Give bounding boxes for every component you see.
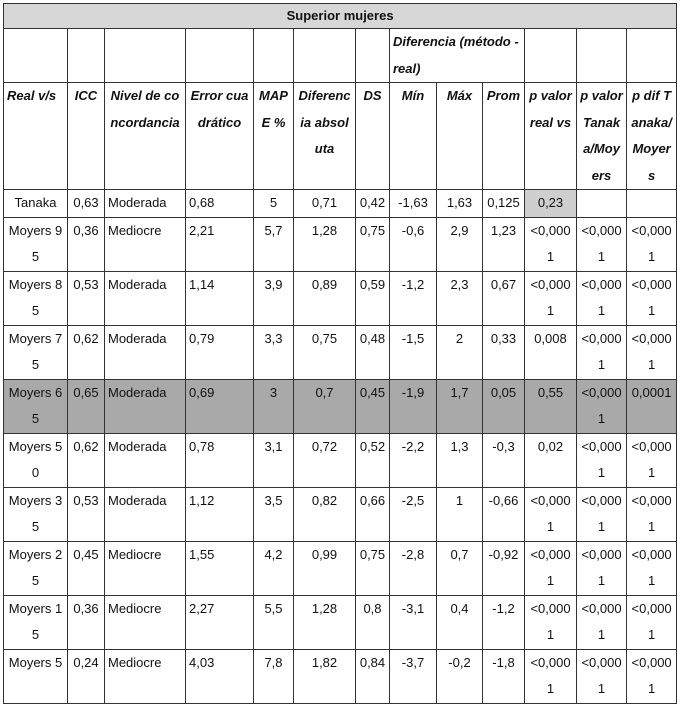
table-cell: 0,7: [437, 541, 483, 595]
column-header: DS: [356, 83, 390, 190]
table-cell: <0,0001: [627, 595, 677, 649]
column-header: Real v/s: [4, 83, 68, 190]
table-row: [4, 433, 677, 487]
column-header-row: [4, 83, 677, 190]
header-spacer: [4, 29, 68, 83]
table-cell: 0,89: [294, 271, 356, 325]
table-title: Superior mujeres: [4, 4, 677, 29]
table-cell: 4,2: [254, 541, 294, 595]
table-cell: Moyers 35: [4, 487, 68, 541]
table-cell: 1,82: [294, 649, 356, 703]
table-cell: 1,63: [437, 190, 483, 218]
table-cell: -1,9: [390, 379, 437, 433]
table-cell: <0,0001: [627, 217, 677, 271]
table-row: [4, 271, 677, 325]
column-header: p dif Tanaka/Moyers: [627, 83, 677, 190]
table-cell: 2,9: [437, 217, 483, 271]
table-cell: Moyers 75: [4, 325, 68, 379]
table-cell: -0,2: [437, 649, 483, 703]
table-cell: -0,6: [390, 217, 437, 271]
table-cell: <0,0001: [577, 325, 627, 379]
column-header: p valor real vs: [525, 83, 577, 190]
table-cell: 1,12: [186, 487, 254, 541]
header-spacer: [577, 29, 627, 83]
table-cell: 5,5: [254, 595, 294, 649]
table-cell: 0,67: [483, 271, 525, 325]
column-header: Diferencia absoluta: [294, 83, 356, 190]
table-row: [4, 325, 677, 379]
table-cell: 0,33: [483, 325, 525, 379]
table-cell: Moyers 65: [4, 379, 68, 433]
table-cell: 0,66: [356, 487, 390, 541]
table-cell: 0,008: [525, 325, 577, 379]
table-cell: <0,0001: [577, 649, 627, 703]
table-cell: 3,9: [254, 271, 294, 325]
table-cell: Moyers 15: [4, 595, 68, 649]
table-cell: 0,78: [186, 433, 254, 487]
table-cell: Tanaka: [4, 190, 68, 218]
header-spacer: [68, 29, 105, 83]
table-cell: <0,0001: [577, 271, 627, 325]
group-header-difference: Diferencia (método - real): [390, 29, 525, 83]
table-cell: 1,14: [186, 271, 254, 325]
table-cell: 1: [437, 487, 483, 541]
table-cell: 1,3: [437, 433, 483, 487]
column-header: Nivel de concordancia: [105, 83, 186, 190]
table-cell: <0,0001: [577, 217, 627, 271]
table-cell: <0,0001: [627, 487, 677, 541]
table-row: [4, 649, 677, 703]
table-cell: <0,0001: [627, 541, 677, 595]
table-cell: 3,5: [254, 487, 294, 541]
table-cell: -1,5: [390, 325, 437, 379]
table-cell: 2: [437, 325, 483, 379]
table-cell: -2,5: [390, 487, 437, 541]
header-spacer: [254, 29, 294, 83]
table-cell: -1,63: [390, 190, 437, 218]
table-cell: 3: [254, 379, 294, 433]
table-cell: <0,0001: [627, 433, 677, 487]
table-cell: <0,0001: [525, 595, 577, 649]
table-cell: <0,0001: [525, 541, 577, 595]
table-cell: 0,84: [356, 649, 390, 703]
table-cell: Mediocre: [105, 217, 186, 271]
table-cell: 3,3: [254, 325, 294, 379]
table-cell: 0,65: [68, 379, 105, 433]
table-cell: 2,3: [437, 271, 483, 325]
table-cell: 0,42: [356, 190, 390, 218]
table-cell: -1,2: [390, 271, 437, 325]
table-cell: <0,0001: [577, 541, 627, 595]
table-cell: -1,2: [483, 595, 525, 649]
table-cell: 0,24: [68, 649, 105, 703]
table-cell: -3,1: [390, 595, 437, 649]
table-cell: -0,3: [483, 433, 525, 487]
table-cell: 7,8: [254, 649, 294, 703]
column-header: p valor Tanaka/Moyers: [577, 83, 627, 190]
table-cell: 4,03: [186, 649, 254, 703]
table-cell: 1,23: [483, 217, 525, 271]
table-cell: 0,02: [525, 433, 577, 487]
table-cell: 0,125: [483, 190, 525, 218]
table-cell: 1,28: [294, 595, 356, 649]
table-cell: [627, 190, 677, 218]
table-cell: 0,62: [68, 325, 105, 379]
table-cell: 0,99: [294, 541, 356, 595]
table-cell: Moderada: [105, 190, 186, 218]
table-cell: <0,0001: [577, 595, 627, 649]
table-cell: Mediocre: [105, 541, 186, 595]
table-cell: 0,79: [186, 325, 254, 379]
table-cell: 0,36: [68, 217, 105, 271]
table-cell: 0,59: [356, 271, 390, 325]
table-cell: 0,45: [68, 541, 105, 595]
table-row: [4, 595, 677, 649]
table-cell: <0,0001: [577, 433, 627, 487]
column-header: Prom: [483, 83, 525, 190]
table-cell: <0,0001: [525, 217, 577, 271]
column-header: MAPE %: [254, 83, 294, 190]
table-cell: <0,0001: [627, 271, 677, 325]
table-cell: <0,0001: [577, 379, 627, 433]
header-spacer: [525, 29, 577, 83]
table-cell: Moderada: [105, 433, 186, 487]
header-spacer: [186, 29, 254, 83]
table-cell: -2,2: [390, 433, 437, 487]
table-cell: <0,0001: [627, 325, 677, 379]
table-cell: 2,27: [186, 595, 254, 649]
table-cell: 0,68: [186, 190, 254, 218]
table-cell: 1,55: [186, 541, 254, 595]
table-cell: 1,7: [437, 379, 483, 433]
table-cell: 0,23: [525, 190, 577, 218]
table-cell: 0,62: [68, 433, 105, 487]
table-cell: 0,55: [525, 379, 577, 433]
table-cell: Mediocre: [105, 649, 186, 703]
table-cell: <0,0001: [525, 271, 577, 325]
table-cell: 0,72: [294, 433, 356, 487]
column-header: Error cuadrático: [186, 83, 254, 190]
table-row: [4, 190, 677, 218]
table-cell: 0,8: [356, 595, 390, 649]
column-header: ICC: [68, 83, 105, 190]
table-cell: Moyers 50: [4, 433, 68, 487]
table-cell: -0,66: [483, 487, 525, 541]
table-cell: Moderada: [105, 379, 186, 433]
table-cell: Moyers 95: [4, 217, 68, 271]
table-cell: -3,7: [390, 649, 437, 703]
table-cell: 0,48: [356, 325, 390, 379]
table-cell: 0,71: [294, 190, 356, 218]
header-spacer: [627, 29, 677, 83]
table-cell: Mediocre: [105, 595, 186, 649]
header-spacer: [294, 29, 356, 83]
table-cell: Moderada: [105, 487, 186, 541]
table-cell: 0,82: [294, 487, 356, 541]
table-cell: <0,0001: [577, 487, 627, 541]
table-cell: 2,21: [186, 217, 254, 271]
table-cell: <0,0001: [525, 649, 577, 703]
table-cell: Moyers 25: [4, 541, 68, 595]
table-cell: 0,52: [356, 433, 390, 487]
table-cell: 0,53: [68, 487, 105, 541]
table-cell: 0,53: [68, 271, 105, 325]
results-table: [3, 3, 677, 704]
table-cell: 3,1: [254, 433, 294, 487]
header-spacer: [356, 29, 390, 83]
table-cell: 1,28: [294, 217, 356, 271]
table-cell: <0,0001: [525, 487, 577, 541]
table-cell: Moderada: [105, 271, 186, 325]
table-cell: 0,45: [356, 379, 390, 433]
table-cell: 0,63: [68, 190, 105, 218]
table-cell: 0,36: [68, 595, 105, 649]
table-cell: Moderada: [105, 325, 186, 379]
table-cell: 0,0001: [627, 379, 677, 433]
table-cell: Moyers 5: [4, 649, 68, 703]
table-cell: 0,05: [483, 379, 525, 433]
table-cell: Moyers 85: [4, 271, 68, 325]
table-cell: <0,0001: [627, 649, 677, 703]
table-cell: 5,7: [254, 217, 294, 271]
table-body: [4, 190, 677, 704]
table-cell: 0,69: [186, 379, 254, 433]
table-cell: 0,75: [294, 325, 356, 379]
column-header: Máx: [437, 83, 483, 190]
table-cell: 0,7: [294, 379, 356, 433]
table-row: [4, 487, 677, 541]
table-cell: -2,8: [390, 541, 437, 595]
table-cell: 0,4: [437, 595, 483, 649]
table-row: [4, 217, 677, 271]
table-cell: 0,75: [356, 217, 390, 271]
table-cell: 5: [254, 190, 294, 218]
table-cell: 0,75: [356, 541, 390, 595]
header-spacer: [105, 29, 186, 83]
table-cell: [577, 190, 627, 218]
table-cell: -1,8: [483, 649, 525, 703]
table-row: [4, 541, 677, 595]
column-header: Mín: [390, 83, 437, 190]
table-cell: -0,92: [483, 541, 525, 595]
table-row: [4, 379, 677, 433]
